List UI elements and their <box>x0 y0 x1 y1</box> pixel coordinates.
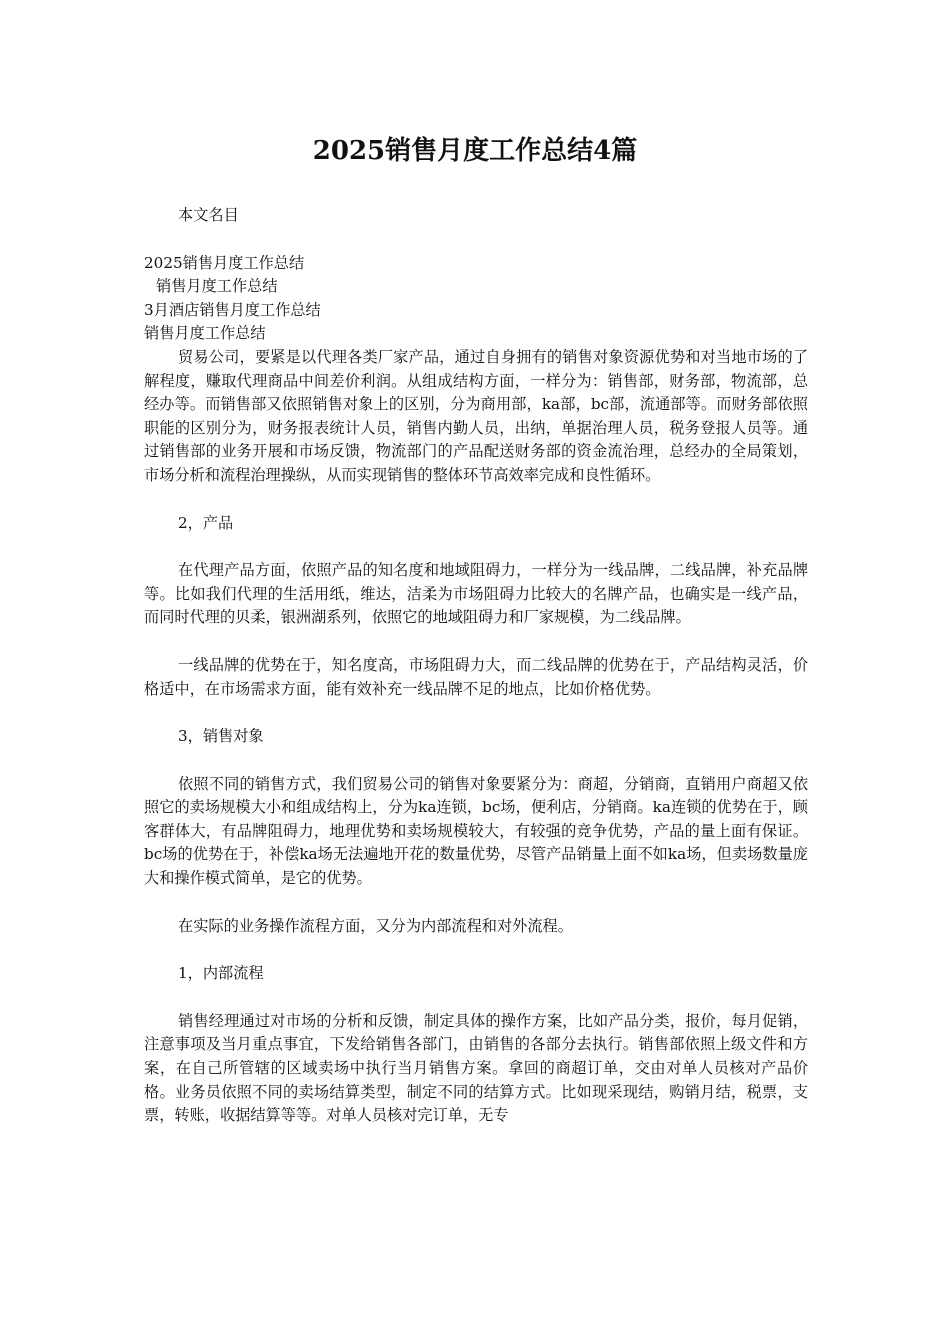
toc-item: 销售月度工作总结 <box>144 324 266 343</box>
paragraph-sales-targets: 依照不同的销售方式，我们贸易公司的销售对象要紧分为：商超，分销商，直销用户商超又依照它的卖场规模大小和组成结构上，分为ka连锁，bc场，便利店，分销商。ka连锁的优势在于，顾客群体大，有品牌阻碍力，地理优势和卖场规模较大，有较强的竞争优势，产品的量上面有保证。bc场的优势在于，补偿ka场无法遍地开花的数量优势，尽管产品销量上面不如ka场，但卖场数量庞大和操作模式简单，是它的优势。 <box>144 774 808 888</box>
paragraph-brand-advantages: 一线品牌的优势在于，知名度高，市场阻碍力大，而二线品牌的优势在于，产品结构灵活，价格适中，在市场需求方面，能有效补充一线品牌不足的地点，比如价格优势。 <box>144 655 808 698</box>
document-body <box>144 204 808 1128</box>
paragraph-process-intro: 在实际的业务操作流程方面，又分为内部流程和对外流程。 <box>178 916 573 935</box>
paragraph-product-brands: 在代理产品方面，依照产品的知名度和地域阻碍力，一样分为一线品牌，二线品牌，补充品牌等。比如我们代理的生活用纸，维达，洁柔为市场阻碍力比较大的名牌产品，也确实是一线产品，而同时代理的贝柔，银洲湖系列，依照它的地域阻碍力和厂家规模，为二线品牌。 <box>144 561 808 627</box>
section-heading-internal-process: 1，内部流程 <box>178 964 264 983</box>
paragraph-company-structure: 贸易公司，要紧是以代理各类厂家产品，通过自身拥有的销售对象资源优势和对当地市场的了解程度，赚取代理商品中间差价利润。从组成结构方面，一样分为：销售部，财务部，物流部，总经办等。而销售部又依照销售对象上的区别，分为商用部，ka部，bc部，流通部等。而财务部依照职能的区别分为，财务报表统计人员，销售内勤人员，出纳，单据治理人员，税务登报人员等。通过销售部的业务开展和市场反馈，物流部门的产品配送财务部的资金流治理，总经办的全局策划，市场分析和流程治理操纵，从而实现销售的整体环节高效率完成和良性循环。 <box>144 347 808 484</box>
toc-item: 3月酒店销售月度工作总结 <box>144 300 321 319</box>
toc-list <box>144 252 808 346</box>
toc-item: 销售月度工作总结 <box>156 277 278 296</box>
section-heading-product: 2，产品 <box>178 513 234 532</box>
paragraph-internal-process: 销售经理通过对市场的分析和反馈，制定具体的操作方案，比如产品分类，报价，每月促销，注意事项及当月重点事宜，下发给销售各部门，由销售的各部分去执行。销售部依照上级文件和方案，在自己所管辖的区域卖场中执行当月销售方案。拿回的商超订单，交由对单人员核对产品价格。业务员依照不同的卖场结算类型，制定不同的结算方式。比如现采现结，购销月结，税票，支票，转账，收据结算等等。对单人员核对完订单，无专 <box>144 1011 808 1125</box>
toc-label: 本文名目 <box>178 206 239 224</box>
document-title: 2025销售月度工作总结4篇 <box>312 136 638 166</box>
toc-item: 2025销售月度工作总结 <box>144 253 305 272</box>
section-heading-sales-targets: 3，销售对象 <box>178 727 264 746</box>
